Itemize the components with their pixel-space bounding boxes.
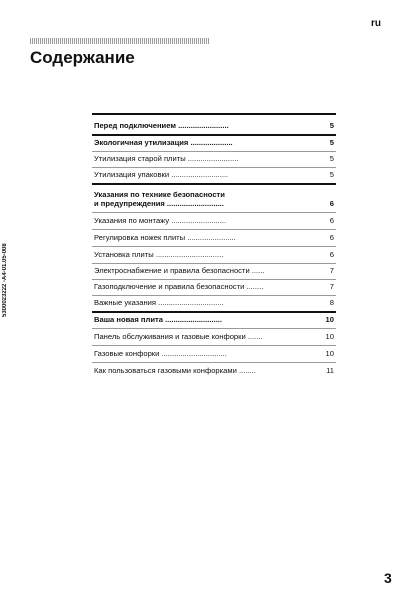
toc-entry[interactable] [92,167,336,183]
toc-entry[interactable] [92,113,336,134]
toc-entry-page: 6 [329,215,334,225]
toc-entry-page: 6 [329,249,334,259]
toc-entry[interactable] [92,151,336,167]
table-of-contents [92,113,336,379]
toc-entry-page: 11 [326,365,334,375]
toc-entry[interactable] [92,183,336,212]
toc-entry[interactable] [92,295,336,311]
toc-entry-page: 6 [329,232,334,242]
toc-entry[interactable] [92,246,336,263]
toc-entry[interactable] [92,311,336,328]
toc-entry-page: 8 [329,297,334,307]
toc-entry-label: Электроснабжение и правила безопасности ...... [94,265,265,275]
toc-entry-page: 10 [325,314,334,324]
toc-entry-label: Экологичная утилизация .................... [94,137,233,147]
toc-entry-label-line: и предупреждения ........................... [94,198,224,208]
toc-entry-page: 5 [329,153,334,163]
toc-entry-label: Установка плиты ................................ [94,249,224,259]
toc-entry-page: 7 [329,281,334,291]
toc-entry-label: Панель обслуживания и газовые конфорки ....... [94,331,263,341]
page-title: Содержание [30,48,135,67]
toc-entry-page: 5 [329,120,334,130]
toc-entry[interactable] [92,212,336,229]
toc-entry-label: Утилизация старой плиты ........................ [94,153,239,163]
toc-entry[interactable] [92,328,336,345]
toc-entry[interactable] [92,362,336,379]
toc-entry-label: Важные указания ............................... [94,297,224,307]
toc-entry-label [94,190,312,208]
toc-entry-label: Ваша новая плита ........................... [94,314,223,324]
toc-entry-page: 6 [329,198,334,208]
toc-entry-page: 5 [329,169,334,179]
header-stripe [30,38,210,44]
toc-entry[interactable] [92,345,336,362]
toc-entry-label: Газовые конфорки ............................... [94,348,227,358]
toc-entry-page: 7 [329,265,334,275]
page-number: 3 [384,570,392,586]
toc-entry-label: Утилизация упаковки ........................... [94,169,229,179]
toc-entry-page: 5 [329,137,334,147]
toc-entry-page: 10 [325,348,334,358]
toc-entry-label: Указания по монтажу .......................... [94,215,227,225]
toc-entry[interactable] [92,263,336,279]
side-document-code: 5300023222 -A4-01.05-008 [2,243,8,317]
toc-entry[interactable] [92,134,336,151]
toc-entry-label-line: Указания по технике безопасности [94,189,225,199]
toc-entry-label: Перед подключением ........................ [94,120,229,130]
toc-entry[interactable] [92,229,336,246]
toc-entry-page: 10 [325,331,334,341]
toc-entry-label: Как пользоваться газовыми конфорками ........ [94,365,256,375]
toc-entry-label: Регулировка ножек плиты ....................... [94,232,236,242]
toc-entry[interactable] [92,279,336,295]
language-code: ru [371,18,381,29]
toc-entry-label: Газоподключение и правила безопасности ........ [94,281,264,291]
